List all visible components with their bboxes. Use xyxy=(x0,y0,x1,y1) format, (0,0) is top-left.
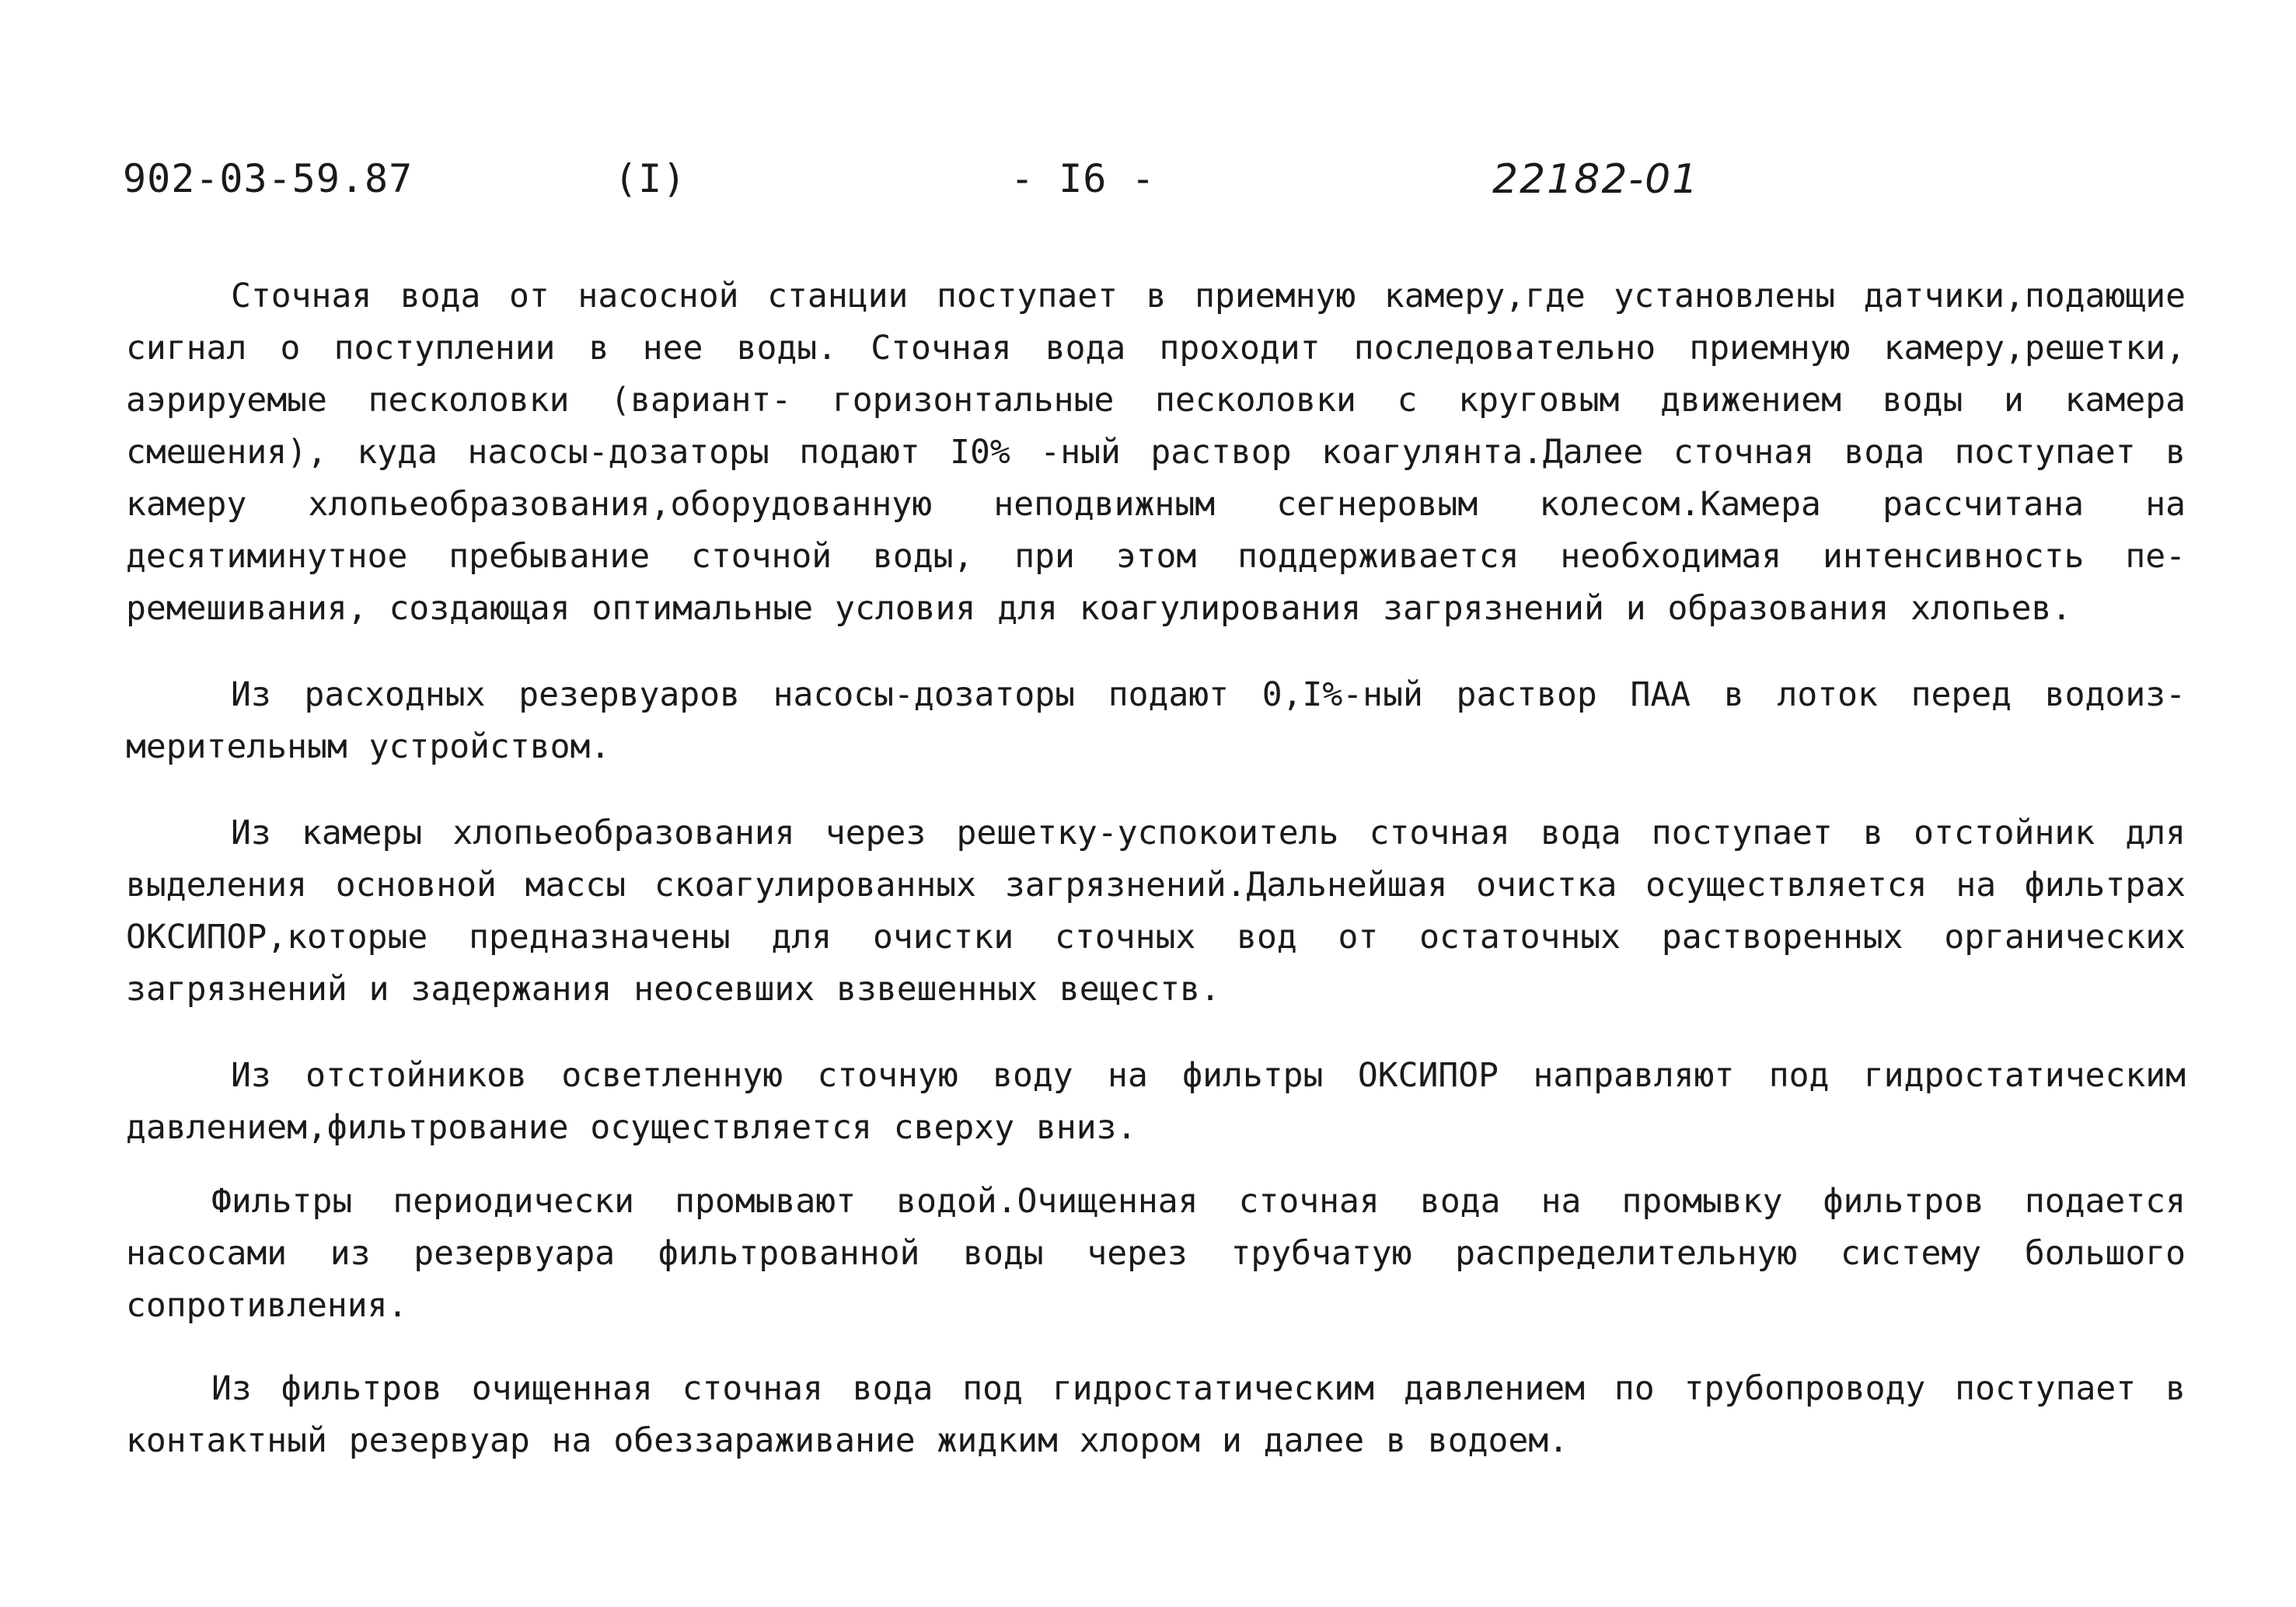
paragraph-1: Сточная вода от насосной станции поступает в приемную камеру,где установлены датчики,подающие сигнал о поступлении в нее воды. Сточная вода проходит последовательно приемную камеру,решетки, аэрируемые песколовки (вариант- горизонтальные песколовки с круговым движением воды и камера смешения), куда насосы-дозаторы подают I0% -ный раствор коагулянта.Далее сточная вода поступает в камеру хлопьеобразования,оборудованную неподвижным сегнеровым колесом.Камера рассчитана на десятиминутное пребывание сточной воды, при этом поддерживается необходимая интенсивность перемешивания, создающая оптимальные условия для коагулирования загрязнений и образования хлопьев. xyxy=(126,277,2186,628)
paragraph-6: Из фильтров очищенная сточная вода под гидростатическим давлением по трубопроводу поступает в контактный резервуар на обеззараживание жидким хлором и далее в водоем. xyxy=(126,1369,2186,1460)
part-number: (I) xyxy=(614,156,687,201)
document-number: 902-03-59.87 xyxy=(123,156,413,201)
paragraph-2: Из расходных резервуаров насосы-дозаторы подают 0,I%-ный раствор ПАА в лоток перед водоизмерительным устройством. xyxy=(126,675,2186,766)
paragraph-4: Из отстойников осветленную сточную воду на фильтры ОКСИПОР направляют под гидростатическим давлением,фильтрование осуществляется сверху вниз. xyxy=(126,1056,2186,1147)
document-body xyxy=(126,270,2186,1467)
paragraph-3: Из камеры хлопьеобразования через решетку-успокоитель сточная вода поступает в отстойник для выделения основной массы скоагулированных загрязнений.Дальнейшая очистка осуществляется на фильтрах ОКСИПОР,которые предназначены для очистки сточных вод от остаточных растворенных органических загрязнений и задержания неосевших взвешенных веществ. xyxy=(126,814,2186,1009)
paragraph-5: Фильтры периодически промывают водой.Очищенная сточная вода на промывку фильтров подается насосами из резервуара фильтрованной воды через трубчатую распределительную систему большого сопротивления. xyxy=(126,1182,2186,1325)
album-code: 22182-01 xyxy=(1492,156,1700,203)
page-number: - I6 - xyxy=(1010,156,1156,201)
